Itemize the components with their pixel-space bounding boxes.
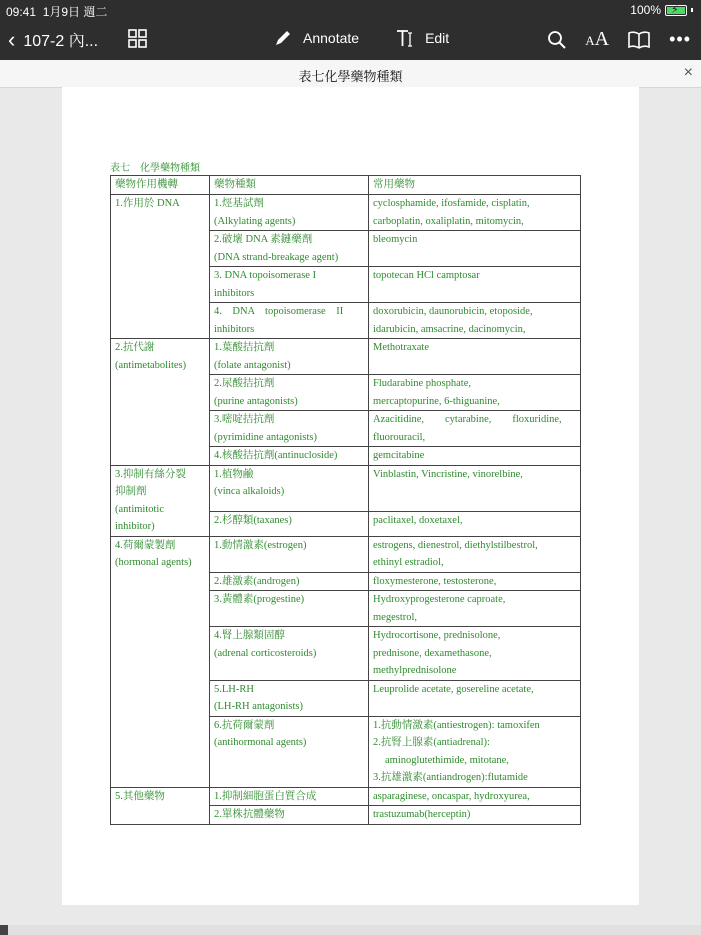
- drug-type-line: 3.嘧啶拮抗劑: [214, 414, 275, 425]
- drug-line: Methotraxate: [373, 342, 429, 353]
- drug-line: Hydroxyprogesterone caproate,: [373, 594, 506, 605]
- drug-type-cell: [210, 806, 369, 825]
- drug-type-cell: [210, 716, 369, 787]
- document-title: 表七化學藥物種類: [298, 69, 403, 84]
- drug-type-cell: [210, 375, 369, 411]
- drug-type-line: 2.單株抗體藥物: [214, 809, 285, 820]
- common-drugs-cell: [369, 375, 581, 411]
- common-drugs-cell: [369, 572, 581, 591]
- drug-type-line: 1.烴基試劑: [214, 198, 264, 209]
- drug-type-line: (adrenal corticosteroids): [214, 647, 317, 659]
- common-drugs-cell: [369, 716, 581, 787]
- drug-type-cell: [210, 339, 369, 375]
- battery-icon: ⚡: [665, 5, 687, 16]
- table-header-row: [111, 176, 581, 195]
- common-drugs-cell: [369, 195, 581, 231]
- chevron-left-icon: ‹: [8, 26, 16, 52]
- mechanism-line: 1.作用於 DNA: [115, 198, 180, 209]
- mechanism-line: (antimitotic: [115, 503, 164, 515]
- drug-type-line: 1.動情激素(estrogen): [214, 539, 307, 551]
- drug-type-cell: [210, 787, 369, 806]
- drug-line: Leuprolide acetate, gosereline acetate,: [373, 683, 534, 695]
- drug-line: fluorouracil,: [373, 431, 426, 443]
- drug-type-line: 2.杉醇類(taxanes): [214, 515, 292, 527]
- drug-line: estrogens, dienestrol, diethylstilbestrol,: [373, 539, 538, 551]
- common-drugs-cell: [369, 536, 581, 572]
- drug-type-line: 4. DNA topoisomerase II: [214, 306, 344, 317]
- drug-type-line: (antihormonal agents): [214, 737, 307, 748]
- mechanism-cell: [111, 339, 210, 466]
- drug-type-line: inhibitors: [214, 287, 255, 299]
- mechanism-line: (hormonal agents): [115, 557, 192, 568]
- common-drugs-cell: [369, 787, 581, 806]
- drug-line: idarubicin, amsacrine, dacinomycin,: [373, 323, 526, 335]
- back-label: 107-2 內...: [23, 33, 99, 50]
- drug-line: Fludarabine phosphate,: [373, 378, 471, 389]
- drug-line: asparaginese, oncaspar, hydroxyurea,: [373, 790, 530, 802]
- mechanism-cell: [111, 787, 210, 824]
- header-drugs: 常用藥物: [369, 176, 581, 195]
- drug-type-cell: [210, 195, 369, 231]
- more-icon[interactable]: •••: [669, 29, 691, 49]
- table-caption: 表七 化學藥物種類: [110, 163, 200, 174]
- status-right: [630, 3, 693, 17]
- drug-type-line: 3.黃體素(progestine): [214, 594, 305, 605]
- drug-line: gemcitabine: [373, 450, 425, 461]
- drug-type-cell: [210, 512, 369, 536]
- drug-line: doxorubicin, daunorubicin, etoposide,: [373, 306, 533, 317]
- text-size-icon[interactable]: AA: [585, 28, 610, 50]
- common-drugs-cell: [369, 447, 581, 466]
- common-drugs-cell: [369, 591, 581, 627]
- common-drugs-cell: [369, 627, 581, 681]
- drug-type-cell: [210, 572, 369, 591]
- annotate-button[interactable]: [273, 28, 359, 48]
- drug-line: trastuzumab(herceptin): [373, 809, 471, 820]
- mechanism-line: (antimetabolites): [115, 359, 187, 371]
- mechanism-line: 4.荷爾蒙製劑: [115, 539, 176, 551]
- battery-percent: 100%: [630, 3, 661, 17]
- text-cursor-icon: [395, 28, 415, 48]
- drug-type-line: 3. DNA topoisomerase I: [214, 270, 317, 281]
- table-row: [111, 536, 581, 572]
- drug-line: bleomycin: [373, 234, 418, 245]
- table-row: [111, 465, 581, 512]
- table-row: [111, 787, 581, 806]
- drug-line: topotecan HCl camptosar: [373, 270, 480, 281]
- drug-type-line: (folate antagonist): [214, 359, 291, 371]
- table-row: [111, 339, 581, 375]
- drug-type-line: 4.核酸拮抗劑(antinucloside): [214, 450, 338, 461]
- drug-line: prednisone, dexamethasone,: [373, 647, 492, 659]
- common-drugs-cell: [369, 512, 581, 536]
- app-toolbar: [0, 20, 701, 60]
- drug-type-cell: [210, 231, 369, 267]
- drug-line: ethinyl estradiol,: [373, 557, 444, 568]
- drug-type-cell: [210, 627, 369, 681]
- book-icon[interactable]: [627, 30, 651, 50]
- drug-type-line: inhibitors: [214, 323, 255, 335]
- edit-label: Edit: [425, 30, 450, 46]
- drug-type-line: 2.雄激素(androgen): [214, 575, 300, 587]
- edit-button[interactable]: [395, 28, 449, 48]
- drug-type-line: (Alkylating agents): [214, 215, 296, 227]
- status-bar: [0, 0, 701, 20]
- back-button[interactable]: [8, 28, 98, 51]
- drug-line: methylprednisolone: [373, 665, 457, 676]
- page-scroll-area: [0, 925, 701, 935]
- drug-type-cell: [210, 591, 369, 627]
- common-drugs-cell: [369, 303, 581, 339]
- drug-type-cell: [210, 447, 369, 466]
- drug-line: carboplatin, oxaliplatin, mitomycin,: [373, 215, 524, 227]
- drug-line: floxymesterone, testosterone,: [373, 575, 497, 587]
- table-row: [111, 195, 581, 231]
- pencil-icon: [273, 28, 293, 48]
- drug-type-line: (DNA strand-breakage agent): [214, 251, 339, 263]
- search-icon[interactable]: [547, 30, 567, 50]
- header-type: 藥物種類: [210, 176, 369, 195]
- mechanism-cell: [111, 465, 210, 536]
- common-drugs-cell: [369, 339, 581, 375]
- drug-type-line: 4.腎上腺類固醇: [214, 630, 285, 641]
- mechanism-line: inhibitor): [115, 521, 155, 532]
- common-drugs-cell: [369, 465, 581, 512]
- mechanism-line: 抑制劑: [115, 486, 147, 497]
- drug-type-line: 5.LH-RH: [214, 683, 254, 695]
- common-drugs-cell: [369, 680, 581, 716]
- status-date: 1月9日 週二: [42, 5, 108, 19]
- drug-line: 1.抗動情激素(antiestrogen): tamoxifen: [373, 719, 540, 731]
- drug-line: paclitaxel, doxetaxel,: [373, 515, 463, 527]
- drug-type-line: 2.破壞 DNA 素鏈藥劑: [214, 234, 313, 245]
- document-title-bar: [0, 60, 701, 88]
- drug-type-cell: [210, 465, 369, 512]
- annotate-label: Annotate: [303, 30, 360, 46]
- drug-type-line: 6.抗荷爾蒙劑: [214, 719, 275, 731]
- drug-line: 2.抗腎上腺素(antiadrenal):: [373, 737, 490, 748]
- scrollbar[interactable]: [0, 925, 8, 935]
- status-time-date: [6, 3, 107, 20]
- drug-type-line: 1.植物鹼: [214, 468, 254, 480]
- status-time: 09:41: [6, 5, 37, 19]
- close-icon[interactable]: ×: [683, 64, 693, 81]
- toolbar-center: [273, 28, 449, 48]
- drug-line: Hydrocortisone, prednisolone,: [373, 630, 501, 641]
- drug-type-line: (vinca alkaloids): [214, 486, 285, 497]
- mechanism-line: 5.其他藥物: [115, 790, 165, 802]
- common-drugs-cell: [369, 231, 581, 267]
- toolbar-right: [547, 28, 691, 51]
- common-drugs-cell: [369, 267, 581, 303]
- grid-icon[interactable]: [128, 29, 147, 48]
- mechanism-cell: [111, 536, 210, 787]
- drug-type-cell: [210, 680, 369, 716]
- common-drugs-cell: [369, 411, 581, 447]
- drug-type-line: (pyrimidine antagonists): [214, 431, 317, 443]
- drug-type-cell: [210, 411, 369, 447]
- drug-type-cell: [210, 303, 369, 339]
- drug-line: Azacitidine, cytarabine, floxuridine,: [373, 414, 562, 425]
- mechanism-line: 2.抗代謝: [115, 342, 155, 353]
- drug-type-line: (purine antagonists): [214, 395, 298, 407]
- drug-line: cyclosphamide, ifosfamide, cisplatin,: [373, 198, 530, 209]
- drug-type-line: 1.抑制細胞蛋白質合成: [214, 790, 317, 802]
- drug-table: [110, 175, 581, 825]
- drug-line: aminoglutethimide, mitotane,: [385, 754, 509, 766]
- header-mechanism: 藥物作用機轉: [111, 176, 210, 195]
- drug-type-line: 2.尿酸拮抗劑: [214, 378, 275, 389]
- drug-type-cell: [210, 267, 369, 303]
- drug-line: mercaptopurine, 6-thiguanine,: [373, 395, 500, 407]
- drug-type-line: (LH-RH antagonists): [214, 701, 303, 712]
- drug-line: megestrol,: [373, 611, 418, 623]
- drug-type-line: 1.葉酸拮抗劑: [214, 342, 275, 353]
- drug-type-cell: [210, 536, 369, 572]
- mechanism-line: 3.抑制有絲分裂: [115, 468, 186, 480]
- common-drugs-cell: [369, 806, 581, 825]
- drug-line: Vinblastin, Vincristine, vinorelbine,: [373, 468, 523, 480]
- drug-line: 3.抗雄激素(antiandrogen):flutamide: [373, 772, 528, 783]
- mechanism-cell: [111, 195, 210, 339]
